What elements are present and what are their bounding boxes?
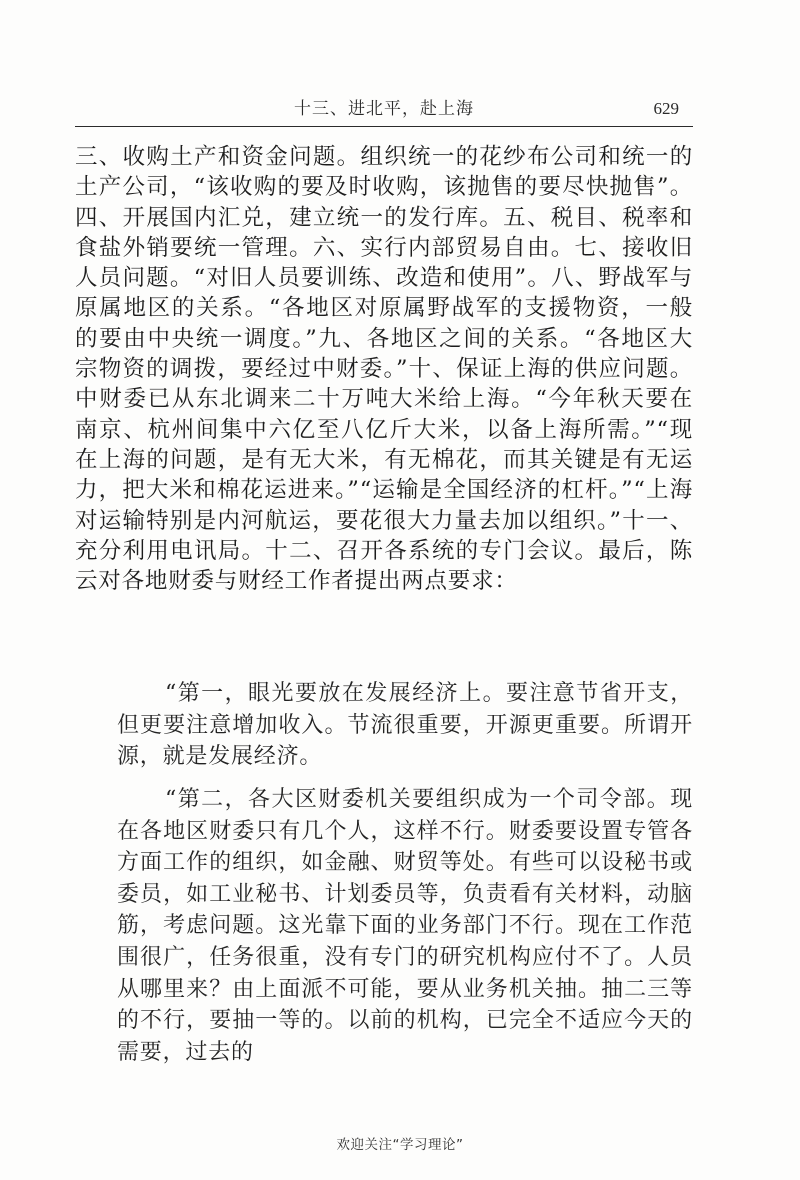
quote-paragraph-second: “第二，各大区财委机关要组织成为一个司令部。现在各地区财委只有几个人，这样不行。财委要设置专管各方面工作的组织，如金融、财贸等处。有些可以设秘书或委员，如工业秘书、计划委员等，负责看有关材料，动脑筋，考虑问题。这光靠下面的业务部门不行。现在工作范围很广，任务很重，没有专门的研究机构应付不了。人员从哪里来？由上面派不可能，要从业务机关抽。抽二三等的不行，要抽一等的。以前的机构，已完全不适应今天的需要，过去的: [117, 787, 693, 1065]
body-paragraph: 三、收购土产和资金问题。组织统一的花纱布公司和统一的土产公司，“该收购的要及时收购，该抛售的要尽快抛售”。四、开展国内汇兑，建立统一的发行库。五、税目、税率和食盐外销要统一管理。六、实行内部贸易自由。七、接收旧人员问题。“对旧人员要训练、改造和使用”。八、野战军与原属地区的关系。“各地区对原属野战军的支援物资，一般的要由中央统一调度。”九、各地区之间的关系。“各地区大宗物资的调拨，要经过中财委。”十、保证上海的供应问题。中财委已从东北调来二十万吨大米给上海。“今年秋天要在南京、杭州间集中六亿至八亿斤大米，以备上海所需。”“现在上海的问题，是有无大米，有无棉花，而其关键是有无运力，把大米和棉花运进来。”“运输是全国经济的杠杆。”“上海对运输特别是内河航运，要花很大力量去加以组织。”十一、充分利用电讯局。十二、召开各系统的专门会议。最后，陈云对各地财委与财经工作者提出两点要求：: [75, 144, 693, 595]
page-number: 629: [653, 99, 679, 118]
quote-paragraph-first: “第一，眼光要放在发展经济上。要注意节省开支，但更要注意增加收入。节流很重要，开源更重要。所谓开源，就是发展经济。: [117, 681, 693, 769]
running-head: [75, 96, 693, 127]
footer-note: 欢迎关注“学习理论”: [336, 1137, 464, 1153]
running-title: 十三、进北平，赴上海: [294, 99, 474, 119]
